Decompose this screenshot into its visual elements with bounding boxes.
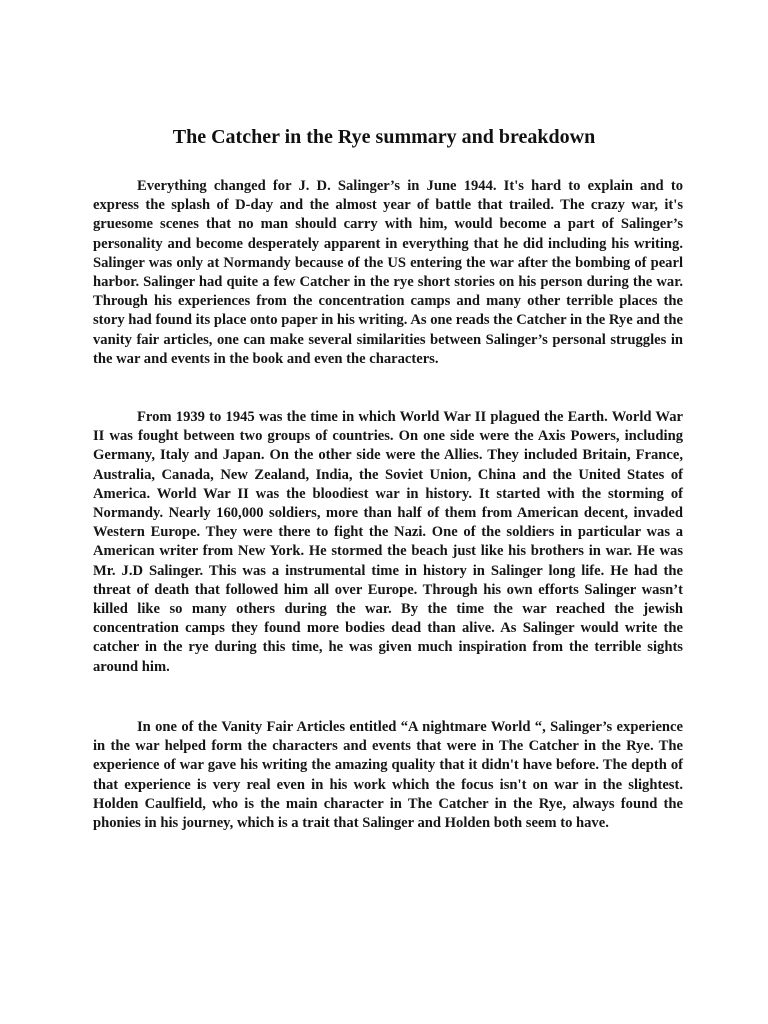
paragraph-1: Everything changed for J. D. Salinger’s in June 1944. It's hard to explain and to express the splash of D-day and the almost year of battle that trailed. The crazy war, it's gruesome scenes that no man should carry with him, would become a part of Salinger’s personality and become desperately apparent in everything that he did including his writing. Salinger was only at Normandy because of the US entering the war after the bombing of pearl harbor. Salinger had quite a few Catcher in the rye short stories on his person during the war. Through his experiences from the concentration camps and many other terrible places the story had found its place onto paper in his writing. As one reads the Catcher in the Rye and the vanity fair articles, one can make several similarities between Salinger’s personal struggles in the war and events in the book and even the characters. [93,178,683,367]
paragraph-2: From 1939 to 1945 was the time in which World War II plagued the Earth. World War II was fought between two groups of countries. On one side were the Axis Powers, including Germany, Italy and Japan. On the other side were the Allies. They included Britain, France, Australia, Canada, New Zealand, India, the Soviet Union, China and the United States of America. World War II was the bloodiest war in history. It started with the storming of Normandy. Nearly 160,000 soldiers, more than half of them from American decent, invaded Western Europe. They were there to fight the Nazi. One of the soldiers in particular was a American writer from New York. He stormed the beach just like his brothers in war. He was Mr. J.D Salinger. This was a instrumental time in history in Salinger long life. He had the threat of death that followed him all over Europe. Through his own efforts Salinger wasn’t killed like so many others during the war. By the time the war reached the jewish concentration camps they found more bodies dead than alive. As Salinger would write the catcher in the rye during this time, he was given much inspiration from the terrible sights around him. [93,409,683,675]
paragraph-3: In one of the Vanity Fair Articles entitled “A nightmare World “, Salinger’s experience in the war helped form the characters and events that were in The Catcher in the Rye. The experience of war gave his writing the amazing quality that it didn't have before. The depth of that experience is very real even in his work which the focus isn't on war in the slightest. Holden Caulfield, who is the main character in The Catcher in the Rye, always found the phonies in his journey, which is a trait that Salinger and Holden both seem to have. [93,719,683,832]
document-title: The Catcher in the Rye summary and breakdown [172,126,596,148]
